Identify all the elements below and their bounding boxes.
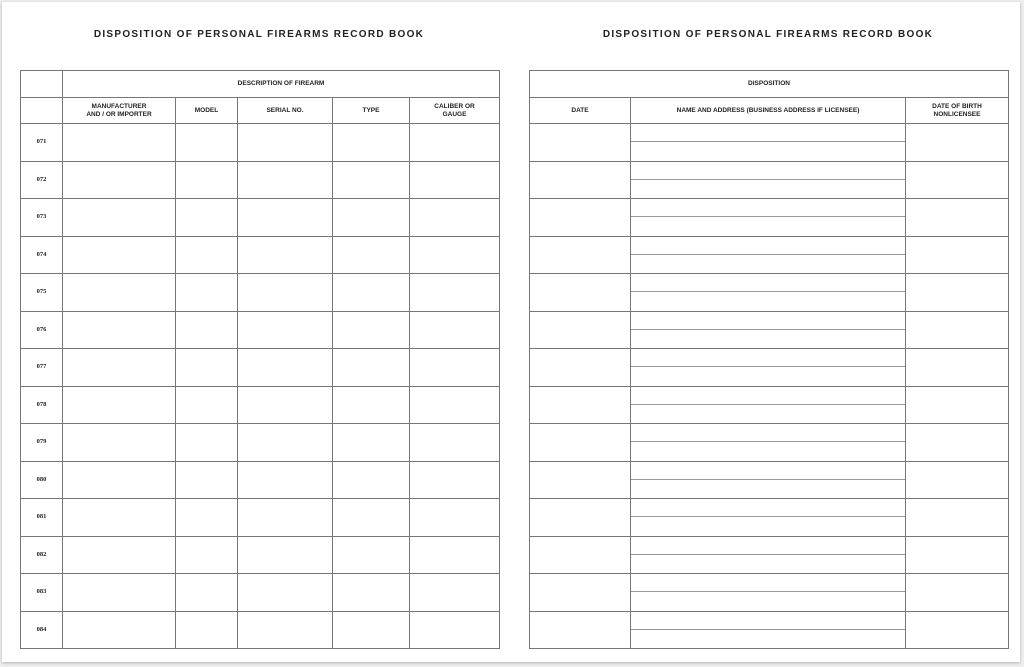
caliber-cell[interactable] <box>410 461 500 499</box>
firearm-description-table <box>20 70 500 649</box>
firearm-row <box>21 611 500 649</box>
name-address-cell[interactable] <box>631 386 906 424</box>
row-number: 078 <box>21 386 63 424</box>
model-cell[interactable] <box>176 236 238 274</box>
row-number: 081 <box>21 499 63 537</box>
date-cell[interactable] <box>530 311 631 349</box>
disposition-row <box>530 199 1009 237</box>
row-number: 071 <box>21 124 63 162</box>
name-address-cell[interactable] <box>631 199 906 237</box>
type-cell[interactable] <box>333 349 410 387</box>
model-cell[interactable] <box>176 536 238 574</box>
name-address-cell[interactable] <box>631 424 906 462</box>
serial-no-cell[interactable] <box>238 236 333 274</box>
serial-no-cell[interactable] <box>238 461 333 499</box>
manufacturer-cell[interactable] <box>63 311 176 349</box>
firearm-row <box>21 536 500 574</box>
name-line[interactable] <box>631 499 905 517</box>
type-cell[interactable] <box>333 536 410 574</box>
address-line[interactable] <box>631 517 905 535</box>
caliber-cell[interactable] <box>410 349 500 387</box>
date-cell[interactable] <box>530 386 631 424</box>
row-number-subheader-blank <box>21 98 63 124</box>
model-cell[interactable] <box>176 461 238 499</box>
type-cell[interactable] <box>333 424 410 462</box>
row-number: 082 <box>21 536 63 574</box>
manufacturer-cell[interactable] <box>63 274 176 312</box>
firearm-row <box>21 236 500 274</box>
name-line[interactable] <box>631 462 905 480</box>
address-line[interactable] <box>631 367 905 385</box>
model-cell[interactable] <box>176 274 238 312</box>
name-address-cell[interactable] <box>631 274 906 312</box>
right-page-title: DISPOSITION OF PERSONAL FIREARMS RECORD BOOK <box>602 29 934 40</box>
manufacturer-cell[interactable] <box>63 574 176 612</box>
type-cell[interactable] <box>333 611 410 649</box>
name-line[interactable] <box>631 237 905 255</box>
disposition-row <box>530 236 1009 274</box>
manufacturer-cell[interactable] <box>63 611 176 649</box>
address-line[interactable] <box>631 555 905 573</box>
model-cell[interactable] <box>176 574 238 612</box>
serial-no-cell[interactable] <box>238 161 333 199</box>
disposition-row <box>530 386 1009 424</box>
date-cell[interactable] <box>530 236 631 274</box>
address-line[interactable] <box>631 480 905 498</box>
date-cell[interactable] <box>530 574 631 612</box>
date-of-birth-cell[interactable] <box>906 461 1009 499</box>
name-line[interactable] <box>631 387 905 405</box>
name-line[interactable] <box>631 424 905 442</box>
disposition-row <box>530 536 1009 574</box>
disposition-row <box>530 461 1009 499</box>
disposition-row <box>530 499 1009 537</box>
model-cell[interactable] <box>176 499 238 537</box>
model-cell[interactable] <box>176 611 238 649</box>
row-number: 073 <box>21 199 63 237</box>
serial-no-cell[interactable] <box>238 536 333 574</box>
address-line[interactable] <box>631 330 905 348</box>
address-line[interactable] <box>631 442 905 460</box>
firearm-row <box>21 499 500 537</box>
date-of-birth-cell[interactable] <box>906 386 1009 424</box>
serial-no-cell[interactable] <box>238 311 333 349</box>
name-address-cell[interactable] <box>631 349 906 387</box>
address-line[interactable] <box>631 292 905 310</box>
row-number: 075 <box>21 274 63 312</box>
model-cell[interactable] <box>176 386 238 424</box>
caliber-cell[interactable] <box>410 424 500 462</box>
type-cell[interactable] <box>333 199 410 237</box>
date-of-birth-cell[interactable] <box>906 236 1009 274</box>
date-cell[interactable] <box>530 199 631 237</box>
serial-no-column-header: SERIAL NO. <box>238 98 333 124</box>
name-address-cell[interactable] <box>631 311 906 349</box>
manufacturer-cell[interactable] <box>63 161 176 199</box>
type-cell[interactable] <box>333 161 410 199</box>
caliber-cell[interactable] <box>410 536 500 574</box>
serial-no-cell[interactable] <box>238 424 333 462</box>
row-number: 072 <box>21 161 63 199</box>
firearm-row <box>21 311 500 349</box>
date-cell[interactable] <box>530 161 631 199</box>
disposition-header: DISPOSITION <box>530 71 1009 98</box>
row-number: 080 <box>21 461 63 499</box>
manufacturer-cell[interactable] <box>63 124 176 162</box>
address-line[interactable] <box>631 217 905 235</box>
manufacturer-cell[interactable] <box>63 461 176 499</box>
firearm-row <box>21 161 500 199</box>
disposition-row <box>530 424 1009 462</box>
name-line[interactable] <box>631 274 905 292</box>
date-of-birth-cell[interactable] <box>906 536 1009 574</box>
name-address-cell[interactable] <box>631 499 906 537</box>
name-line[interactable] <box>631 199 905 217</box>
name-address-cell[interactable] <box>631 611 906 649</box>
name-line[interactable] <box>631 124 905 142</box>
name-address-cell[interactable] <box>631 236 906 274</box>
manufacturer-cell[interactable] <box>63 499 176 537</box>
record-book-spread <box>2 2 1020 662</box>
type-cell[interactable] <box>333 461 410 499</box>
type-cell[interactable] <box>333 574 410 612</box>
name-line[interactable] <box>631 349 905 367</box>
model-cell[interactable] <box>176 161 238 199</box>
manufacturer-cell[interactable] <box>63 236 176 274</box>
disposition-row <box>530 161 1009 199</box>
date-of-birth-cell[interactable] <box>906 499 1009 537</box>
firearm-row <box>21 386 500 424</box>
caliber-cell[interactable] <box>410 199 500 237</box>
caliber-cell[interactable] <box>410 274 500 312</box>
date-cell[interactable] <box>530 499 631 537</box>
firearm-row <box>21 424 500 462</box>
disposition-row <box>530 311 1009 349</box>
row-number: 077 <box>21 349 63 387</box>
model-cell[interactable] <box>176 199 238 237</box>
date-cell[interactable] <box>530 536 631 574</box>
date-cell[interactable] <box>530 274 631 312</box>
name-line[interactable] <box>631 312 905 330</box>
row-number: 076 <box>21 311 63 349</box>
address-line[interactable] <box>631 630 905 648</box>
date-of-birth-column-header: DATE OF BIRTH NONLICENSEE <box>906 98 1009 124</box>
manufacturer-cell[interactable] <box>63 349 176 387</box>
firearm-row <box>21 274 500 312</box>
serial-no-cell[interactable] <box>238 124 333 162</box>
name-address-cell[interactable] <box>631 161 906 199</box>
row-number-header-blank <box>21 71 63 98</box>
caliber-cell[interactable] <box>410 574 500 612</box>
name-address-cell[interactable] <box>631 124 906 162</box>
left-page-title: DISPOSITION OF PERSONAL FIREARMS RECORD BOOK <box>93 29 425 40</box>
firearm-row <box>21 199 500 237</box>
model-cell[interactable] <box>176 124 238 162</box>
manufacturer-cell[interactable] <box>63 424 176 462</box>
name-address-cell[interactable] <box>631 461 906 499</box>
model-column-header: MODEL <box>176 98 238 124</box>
address-line[interactable] <box>631 405 905 423</box>
date-of-birth-cell[interactable] <box>906 574 1009 612</box>
name-line[interactable] <box>631 612 905 630</box>
firearm-row <box>21 124 500 162</box>
date-cell[interactable] <box>530 611 631 649</box>
date-of-birth-cell[interactable] <box>906 311 1009 349</box>
type-cell[interactable] <box>333 499 410 537</box>
caliber-cell[interactable] <box>410 386 500 424</box>
name-address-cell[interactable] <box>631 536 906 574</box>
manufacturer-column-header: MANUFACTURER AND / OR IMPORTER <box>63 98 176 124</box>
date-of-birth-cell[interactable] <box>906 274 1009 312</box>
caliber-cell[interactable] <box>410 499 500 537</box>
address-line[interactable] <box>631 255 905 273</box>
model-cell[interactable] <box>176 424 238 462</box>
row-number: 074 <box>21 236 63 274</box>
disposition-row <box>530 274 1009 312</box>
serial-no-cell[interactable] <box>238 499 333 537</box>
caliber-cell[interactable] <box>410 236 500 274</box>
name-address-cell[interactable] <box>631 574 906 612</box>
type-column-header: TYPE <box>333 98 410 124</box>
row-number: 079 <box>21 424 63 462</box>
date-cell[interactable] <box>530 124 631 162</box>
date-of-birth-cell[interactable] <box>906 349 1009 387</box>
manufacturer-cell[interactable] <box>63 199 176 237</box>
disposition-row <box>530 349 1009 387</box>
description-of-firearm-header: DESCRIPTION OF FIREARM <box>63 71 500 98</box>
date-cell[interactable] <box>530 461 631 499</box>
serial-no-cell[interactable] <box>238 274 333 312</box>
type-cell[interactable] <box>333 311 410 349</box>
firearm-row <box>21 349 500 387</box>
name-line[interactable] <box>631 574 905 592</box>
name-line[interactable] <box>631 537 905 555</box>
serial-no-cell[interactable] <box>238 349 333 387</box>
type-cell[interactable] <box>333 386 410 424</box>
caliber-cell[interactable] <box>410 311 500 349</box>
caliber-cell[interactable] <box>410 124 500 162</box>
date-of-birth-cell[interactable] <box>906 161 1009 199</box>
caliber-cell[interactable] <box>410 161 500 199</box>
serial-no-cell[interactable] <box>238 386 333 424</box>
row-number: 083 <box>21 574 63 612</box>
serial-no-cell[interactable] <box>238 611 333 649</box>
date-cell[interactable] <box>530 349 631 387</box>
caliber-cell[interactable] <box>410 611 500 649</box>
date-column-header: DATE <box>530 98 631 124</box>
manufacturer-cell[interactable] <box>63 536 176 574</box>
name-address-column-header: NAME AND ADDRESS (BUSINESS ADDRESS IF LICENSEE) <box>631 98 906 124</box>
address-line[interactable] <box>631 180 905 198</box>
disposition-table <box>529 70 1009 649</box>
name-line[interactable] <box>631 162 905 180</box>
serial-no-cell[interactable] <box>238 199 333 237</box>
date-of-birth-cell[interactable] <box>906 199 1009 237</box>
row-number: 084 <box>21 611 63 649</box>
type-cell[interactable] <box>333 274 410 312</box>
firearm-row <box>21 461 500 499</box>
disposition-row <box>530 574 1009 612</box>
firearm-row <box>21 574 500 612</box>
manufacturer-cell[interactable] <box>63 386 176 424</box>
model-cell[interactable] <box>176 349 238 387</box>
date-of-birth-cell[interactable] <box>906 124 1009 162</box>
address-line[interactable] <box>631 142 905 160</box>
model-cell[interactable] <box>176 311 238 349</box>
date-of-birth-cell[interactable] <box>906 611 1009 649</box>
type-cell[interactable] <box>333 124 410 162</box>
type-cell[interactable] <box>333 236 410 274</box>
disposition-row <box>530 124 1009 162</box>
date-cell[interactable] <box>530 424 631 462</box>
address-line[interactable] <box>631 592 905 610</box>
serial-no-cell[interactable] <box>238 574 333 612</box>
disposition-row <box>530 611 1009 649</box>
caliber-column-header: CALIBER OR GAUGE <box>410 98 500 124</box>
date-of-birth-cell[interactable] <box>906 424 1009 462</box>
